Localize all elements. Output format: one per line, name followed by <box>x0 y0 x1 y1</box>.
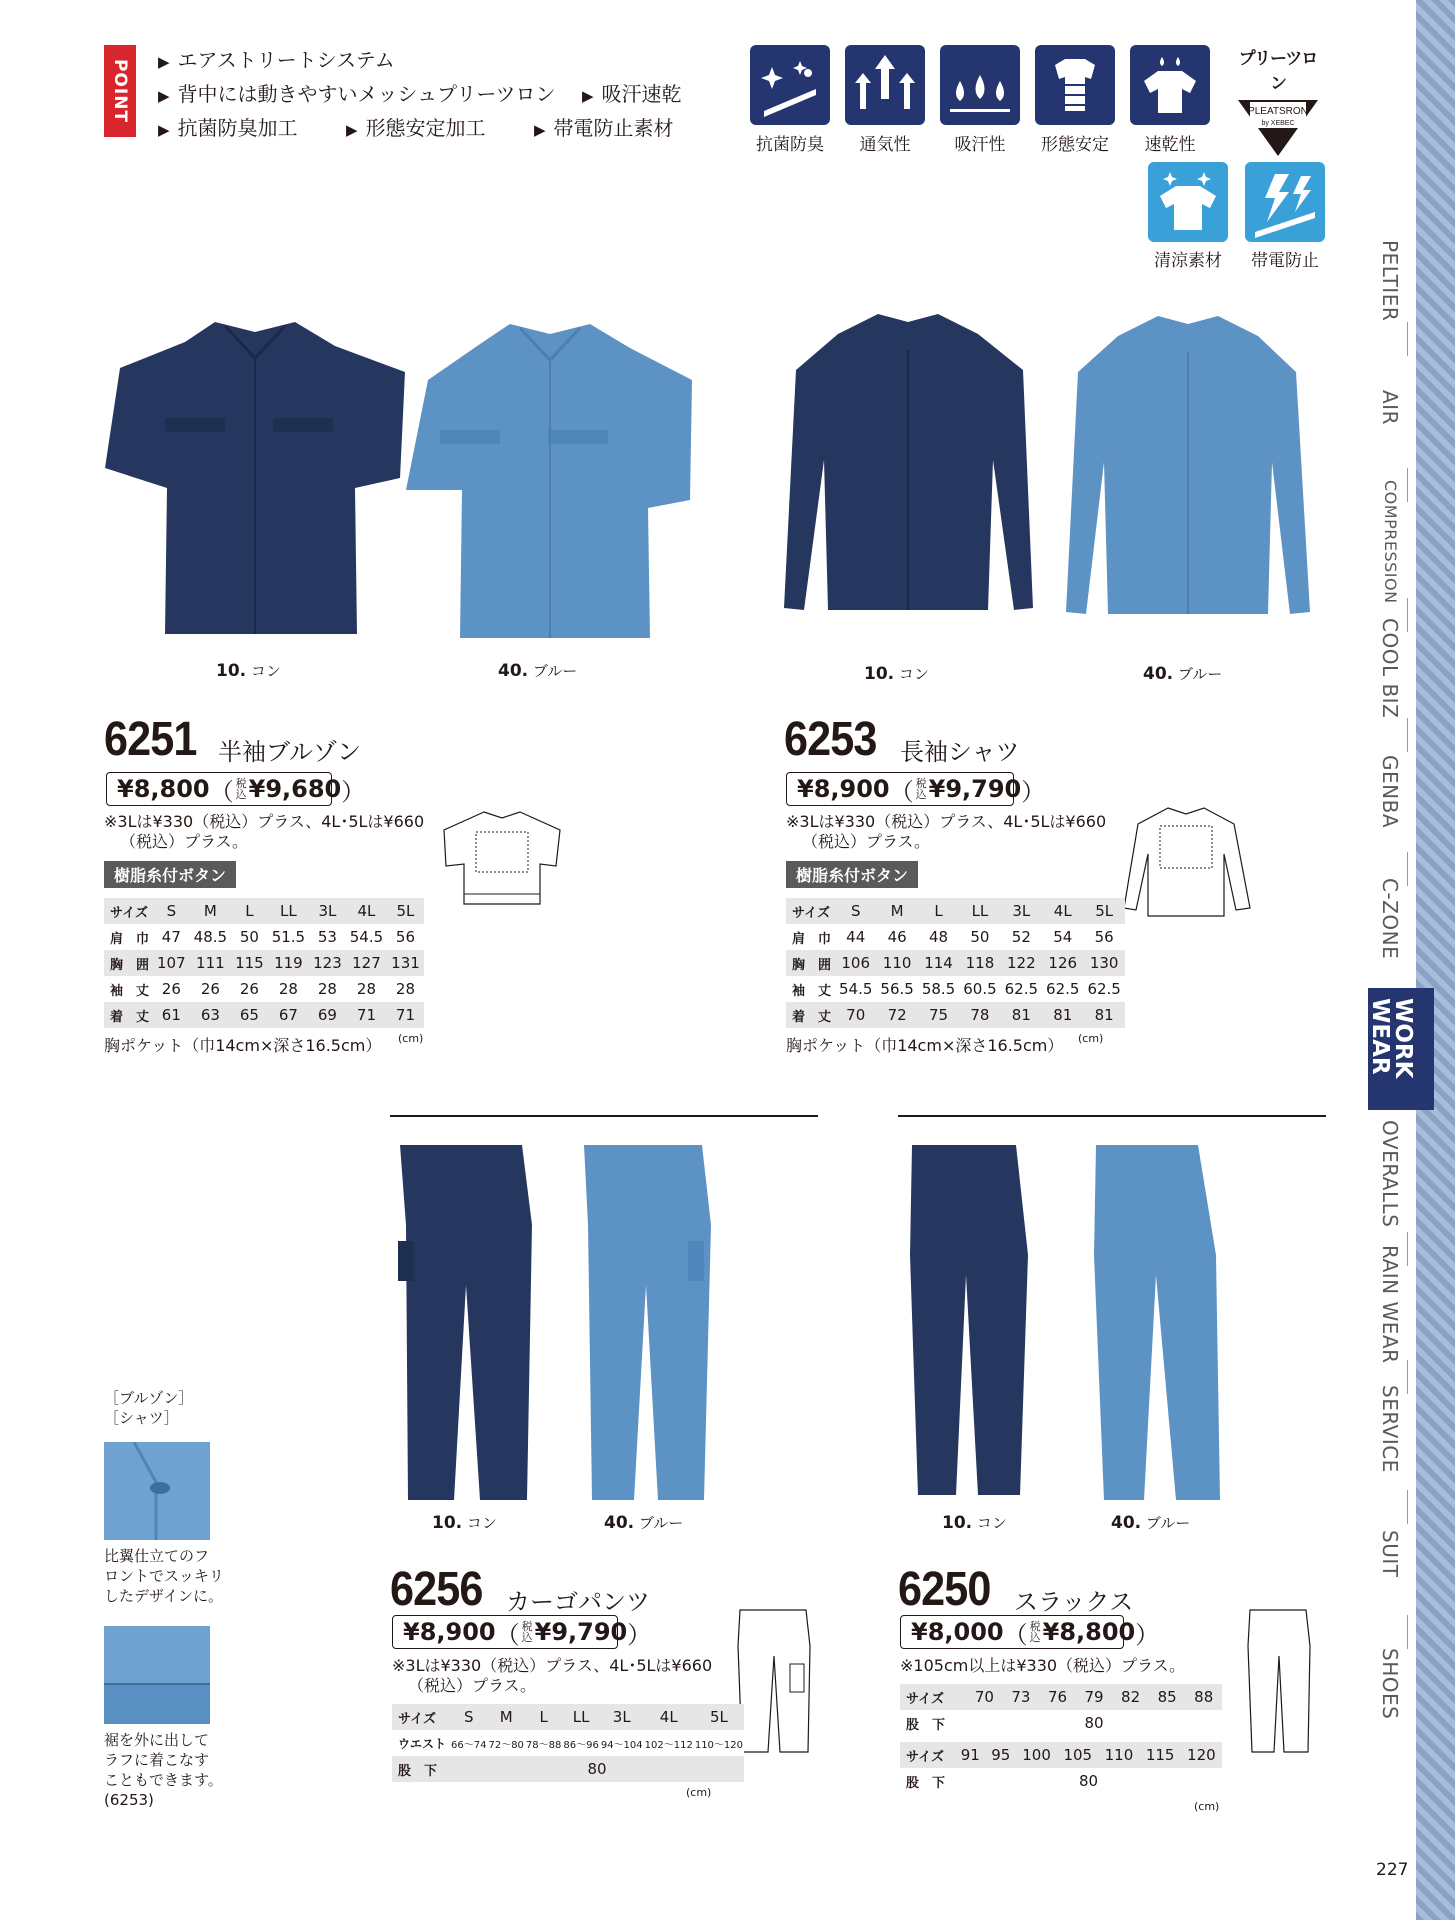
table-cell: 81 <box>1042 1002 1083 1028</box>
table-cell: 66〜74 <box>450 1730 487 1756</box>
table-cell: 127 <box>346 950 387 976</box>
size-table-6256 <box>392 1704 744 1782</box>
table-cell: 62.5 <box>1042 976 1083 1002</box>
table-cell: 81 <box>1083 1002 1124 1028</box>
product-code: 6256 <box>390 1563 483 1616</box>
pocket-info: 胸ポケット（巾14cm×深さ16.5cm） <box>104 1036 382 1055</box>
sweat-absorbing-icon <box>940 45 1020 125</box>
table-cell: 50 <box>231 924 268 950</box>
table-cell: M <box>190 898 231 924</box>
tab-c-zone[interactable]: C-ZONE <box>1378 878 1402 960</box>
table-cell: 88 <box>1185 1684 1222 1710</box>
table-row <box>786 1002 1125 1028</box>
table-cell: 107 <box>153 950 190 976</box>
table-cell: 105 <box>1057 1742 1098 1768</box>
technical-drawing-6256 <box>734 1606 814 1756</box>
table-cell: 62.5 <box>1083 976 1124 1002</box>
tab-divider <box>1407 1232 1408 1266</box>
table-cell: サイズ <box>786 898 835 924</box>
product-photo-6256-navy <box>392 1145 542 1505</box>
table-cell: 62.5 <box>1001 976 1042 1002</box>
table-cell: ウエスト <box>392 1730 450 1756</box>
table-cell: 26 <box>153 976 190 1002</box>
table-cell: サイズ <box>392 1704 450 1730</box>
table-cell: 110〜120 <box>694 1730 744 1756</box>
feature-item: ▶ 形態安定加工 <box>346 116 486 140</box>
table-cell: LL <box>562 1704 599 1730</box>
pleatsron-logo: プリーツロン PLEATSRON by XEBEC <box>1232 44 1324 158</box>
size-table-6250-b <box>900 1742 1222 1794</box>
table-cell: 63 <box>190 1002 231 1028</box>
product-name: 長袖シャツ <box>900 738 1020 766</box>
inseam-value: 80 <box>966 1710 1222 1736</box>
table-cell: 102〜112 <box>644 1730 694 1756</box>
table-cell: 胸 囲 <box>104 950 153 976</box>
table-cell: M <box>487 1704 524 1730</box>
table-cell: LL <box>268 898 309 924</box>
tab-divider <box>1407 468 1408 502</box>
table-cell: S <box>450 1704 487 1730</box>
price-box: ¥8,900 （ 税 込 ¥9,790 ） <box>392 1615 618 1649</box>
table-cell: 26 <box>231 976 268 1002</box>
icon-label: 清涼素材 <box>1154 251 1222 271</box>
table-cell: 71 <box>346 1002 387 1028</box>
technical-drawing-6251 <box>440 808 565 908</box>
detail-heading: ［ブルゾン］ ［シャツ］ <box>104 1389 194 1427</box>
table-cell: 82 <box>1112 1684 1149 1710</box>
tab-work-wear[interactable]: WORK WEAR <box>1368 988 1434 1110</box>
table-cell: 111 <box>190 950 231 976</box>
table-cell: 65 <box>231 1002 268 1028</box>
product-photo-6253-navy <box>778 310 1038 630</box>
color-label-blue: 40. ブルー <box>498 661 578 681</box>
table-cell: 4L <box>346 898 387 924</box>
table-cell: LL <box>959 898 1000 924</box>
tab-service[interactable]: SERVICE <box>1378 1385 1402 1473</box>
tab-cool-biz[interactable]: COOL BIZ <box>1378 618 1402 719</box>
table-cell: サイズ <box>104 898 153 924</box>
technical-drawing-6253 <box>1122 804 1252 924</box>
color-label-blue: 40. ブルー <box>1143 664 1223 684</box>
size-table-6253 <box>786 898 1125 1028</box>
table-cell: 肩 巾 <box>786 924 835 950</box>
table-cell: 119 <box>268 950 309 976</box>
table-cell: 袖 丈 <box>786 976 835 1002</box>
antistatic-icon <box>1245 162 1325 242</box>
table-cell: 50 <box>959 924 1000 950</box>
table-cell: 94〜104 <box>600 1730 644 1756</box>
inseam-value: 80 <box>450 1756 744 1782</box>
table-cell: 5L <box>694 1704 744 1730</box>
table-cell: 110 <box>1098 1742 1139 1768</box>
table-cell: 48.5 <box>190 924 231 950</box>
tab-divider <box>1407 1615 1408 1649</box>
table-cell: 114 <box>918 950 959 976</box>
table-cell: L <box>918 898 959 924</box>
table-row <box>786 924 1125 950</box>
page-number: 227 <box>1376 1860 1409 1880</box>
table-cell: 54.5 <box>835 976 876 1002</box>
breathable-icon <box>845 45 925 125</box>
tab-divider <box>1407 598 1408 632</box>
icon-label: 速乾性 <box>1144 135 1196 155</box>
table-cell: 85 <box>1149 1684 1186 1710</box>
product-code: 6250 <box>898 1563 991 1616</box>
product-name: カーゴパンツ <box>506 1588 650 1616</box>
table-cell: 110 <box>876 950 917 976</box>
table-cell: S <box>835 898 876 924</box>
table-cell: 70 <box>835 1002 876 1028</box>
icon-label: 通気性 <box>859 135 911 155</box>
table-cell: 60.5 <box>959 976 1000 1002</box>
inseam-label: 股 下 <box>900 1768 955 1794</box>
svg-text:PLEATSRON: PLEATSRON <box>1248 106 1308 117</box>
table-cell: 着 丈 <box>104 1002 153 1028</box>
table-cell: 72 <box>876 1002 917 1028</box>
price-box: ¥8,800 （ 税 込 ¥9,680 ） <box>106 772 332 806</box>
feature-item: ▶ 帯電防止素材 <box>534 116 674 140</box>
table-cell: 袖 丈 <box>104 976 153 1002</box>
table-cell: L <box>525 1704 562 1730</box>
table-cell: L <box>231 898 268 924</box>
unit-label: (cm) <box>1194 1800 1220 1813</box>
unit-label: (cm) <box>1078 1032 1104 1045</box>
svg-text:by XEBEC: by XEBEC <box>1261 120 1295 127</box>
table-cell: 115 <box>231 950 268 976</box>
tab-shoes[interactable]: SHOES <box>1378 1648 1402 1720</box>
feature-item: ▶ 抗菌防臭加工 <box>158 116 298 140</box>
table-cell: 肩 巾 <box>104 924 153 950</box>
price-box: ¥8,900 （ 税 込 ¥9,790 ） <box>786 772 1014 806</box>
sidebar-pattern <box>1416 0 1455 1920</box>
icon-label: 抗菌防臭 <box>756 135 824 155</box>
table-row <box>786 976 1125 1002</box>
feature-item: ▶ エアストリートシステム <box>158 48 395 72</box>
table-cell: 48 <box>918 924 959 950</box>
pocket-info: 胸ポケット（巾14cm×深さ16.5cm） <box>786 1036 1064 1055</box>
product-code: 6253 <box>784 713 877 766</box>
detail-caption-front: 比翼仕立てのフ ロントでスッキリ したデザインに。 <box>104 1547 224 1605</box>
color-label-navy: 10. コン <box>864 664 929 684</box>
table-cell: 78〜88 <box>525 1730 562 1756</box>
price-box: ¥8,000 （ 税 込 ¥8,800 ） <box>900 1615 1124 1649</box>
tab-air[interactable]: AIR <box>1378 390 1402 425</box>
quick-dry-icon <box>1130 45 1210 125</box>
table-cell: 28 <box>387 976 424 1002</box>
inseam-label: 股 下 <box>900 1710 966 1736</box>
table-cell: 131 <box>387 950 424 976</box>
table-cell: 122 <box>1001 950 1042 976</box>
color-label-navy: 10. コン <box>432 1513 497 1533</box>
inseam-value: 80 <box>955 1768 1222 1794</box>
product-name: 半袖ブルゾン <box>218 738 362 766</box>
table-cell: 47 <box>153 924 190 950</box>
table-cell: 46 <box>876 924 917 950</box>
product-photo-6250-blue <box>1086 1145 1226 1505</box>
table-cell: 71 <box>387 1002 424 1028</box>
table-cell: 69 <box>309 1002 346 1028</box>
tab-peltier[interactable]: PELTIER <box>1378 240 1402 322</box>
table-cell: 78 <box>959 1002 1000 1028</box>
table-cell: 5L <box>387 898 424 924</box>
table-cell: 118 <box>959 950 1000 976</box>
color-label-navy: 10. コン <box>216 661 281 681</box>
table-cell: 28 <box>346 976 387 1002</box>
table-cell: サイズ <box>900 1742 955 1768</box>
table-cell: 130 <box>1083 950 1124 976</box>
table-cell: 123 <box>309 950 346 976</box>
cool-material-icon <box>1148 162 1228 242</box>
tab-divider <box>1407 718 1408 752</box>
icon-label: 形態安定 <box>1041 135 1109 155</box>
table-cell: 91 <box>955 1742 985 1768</box>
table-cell: 28 <box>268 976 309 1002</box>
point-badge: POINT <box>104 45 136 137</box>
product-photo-6253-blue <box>1058 312 1318 632</box>
icon-label: 吸汗性 <box>954 135 1006 155</box>
tab-overalls[interactable]: OVERALLS <box>1378 1120 1402 1228</box>
table-cell: 106 <box>835 950 876 976</box>
table-cell: 100 <box>1016 1742 1057 1768</box>
product-photo-6256-blue <box>576 1145 721 1505</box>
table-cell: 95 <box>986 1742 1016 1768</box>
tab-suit[interactable]: SUIT <box>1378 1530 1402 1578</box>
table-row <box>104 1002 424 1028</box>
table-cell: 3L <box>1001 898 1042 924</box>
product-photo-6251-navy <box>95 318 415 648</box>
feature-item: ▶ 吸汗速乾 <box>582 82 682 106</box>
table-cell: 58.5 <box>918 976 959 1002</box>
table-row <box>104 898 424 924</box>
section-divider <box>898 1115 1326 1117</box>
table-cell: 胸 囲 <box>786 950 835 976</box>
table-cell: S <box>153 898 190 924</box>
tab-divider <box>1407 1490 1408 1524</box>
table-cell: 76 <box>1039 1684 1076 1710</box>
detail-caption-hem: 裾を外に出して ラフに着こなす こともできます。 (6253) <box>104 1731 223 1809</box>
table-cell: 79 <box>1076 1684 1113 1710</box>
button-type-label: 樹脂糸付ボタン <box>104 861 236 888</box>
price-note: ※3Lは¥330（税込）プラス、4L･5Lは¥660 （税込）プラス。 <box>786 812 1107 851</box>
technical-drawing-6250 <box>1244 1606 1314 1756</box>
table-cell: 44 <box>835 924 876 950</box>
size-table-6251 <box>104 898 424 1028</box>
table-cell: 51.5 <box>268 924 309 950</box>
table-cell: 53 <box>309 924 346 950</box>
table-cell: 28 <box>309 976 346 1002</box>
tab-rain-wear[interactable]: RAIN WEAR <box>1378 1245 1402 1364</box>
table-cell: 56.5 <box>876 976 917 1002</box>
antibacterial-icon <box>750 45 830 125</box>
product-photo-6251-blue <box>400 320 700 650</box>
table-row <box>786 898 1125 924</box>
color-label-navy: 10. コン <box>942 1513 1007 1533</box>
section-divider <box>390 1115 818 1117</box>
table-row <box>104 924 424 950</box>
table-cell: 26 <box>190 976 231 1002</box>
table-cell: 5L <box>1083 898 1124 924</box>
tab-divider <box>1407 1360 1408 1394</box>
product-name: スラックス <box>1014 1588 1134 1616</box>
feature-item: ▶ 背中には動きやすいメッシュプリーツロン <box>158 82 556 106</box>
table-cell: サイズ <box>900 1684 966 1710</box>
button-type-label: 樹脂糸付ボタン <box>786 861 918 888</box>
table-cell: 120 <box>1181 1742 1222 1768</box>
detail-photo-hem <box>104 1626 210 1724</box>
table-cell: 126 <box>1042 950 1083 976</box>
table-cell: 81 <box>1001 1002 1042 1028</box>
table-row <box>786 950 1125 976</box>
product-code: 6251 <box>104 713 197 766</box>
price-note: ※105cm以上は¥330（税込）プラス。 <box>900 1656 1186 1675</box>
size-table-6250-a <box>900 1684 1222 1736</box>
tab-compression[interactable]: COMPRESSION <box>1381 480 1400 604</box>
table-cell: 52 <box>1001 924 1042 950</box>
tab-divider <box>1407 322 1408 356</box>
table-cell: 61 <box>153 1002 190 1028</box>
table-cell: 70 <box>966 1684 1003 1710</box>
icon-label: 帯電防止 <box>1251 251 1319 271</box>
table-cell: 4L <box>644 1704 694 1730</box>
product-photo-6250-navy <box>904 1145 1034 1500</box>
table-cell: 73 <box>1003 1684 1040 1710</box>
table-row <box>104 976 424 1002</box>
table-cell: 54 <box>1042 924 1083 950</box>
table-cell: M <box>876 898 917 924</box>
tab-genba[interactable]: GENBA <box>1378 755 1402 828</box>
table-cell: 72〜80 <box>487 1730 524 1756</box>
table-row <box>104 950 424 976</box>
table-cell: 75 <box>918 1002 959 1028</box>
tab-divider <box>1407 852 1408 886</box>
table-cell: 3L <box>309 898 346 924</box>
table-cell: 56 <box>387 924 424 950</box>
table-cell: 56 <box>1083 924 1124 950</box>
unit-label: (cm) <box>398 1032 424 1045</box>
table-cell: 115 <box>1140 1742 1181 1768</box>
table-cell: 67 <box>268 1002 309 1028</box>
color-label-blue: 40. ブルー <box>604 1513 684 1533</box>
detail-photo-front <box>104 1442 210 1540</box>
table-cell: 4L <box>1042 898 1083 924</box>
unit-label: (cm) <box>686 1786 712 1799</box>
table-cell: 54.5 <box>346 924 387 950</box>
color-label-blue: 40. ブルー <box>1111 1513 1191 1533</box>
price-note: ※3Lは¥330（税込）プラス、4L･5Lは¥660 （税込）プラス。 <box>392 1656 713 1695</box>
shape-stable-icon <box>1035 45 1115 125</box>
table-cell: 3L <box>600 1704 644 1730</box>
inseam-label: 股 下 <box>392 1756 450 1782</box>
table-cell: 86〜96 <box>562 1730 599 1756</box>
price-note: ※3Lは¥330（税込）プラス、4L･5Lは¥660 （税込）プラス。 <box>104 812 425 851</box>
table-cell: 着 丈 <box>786 1002 835 1028</box>
